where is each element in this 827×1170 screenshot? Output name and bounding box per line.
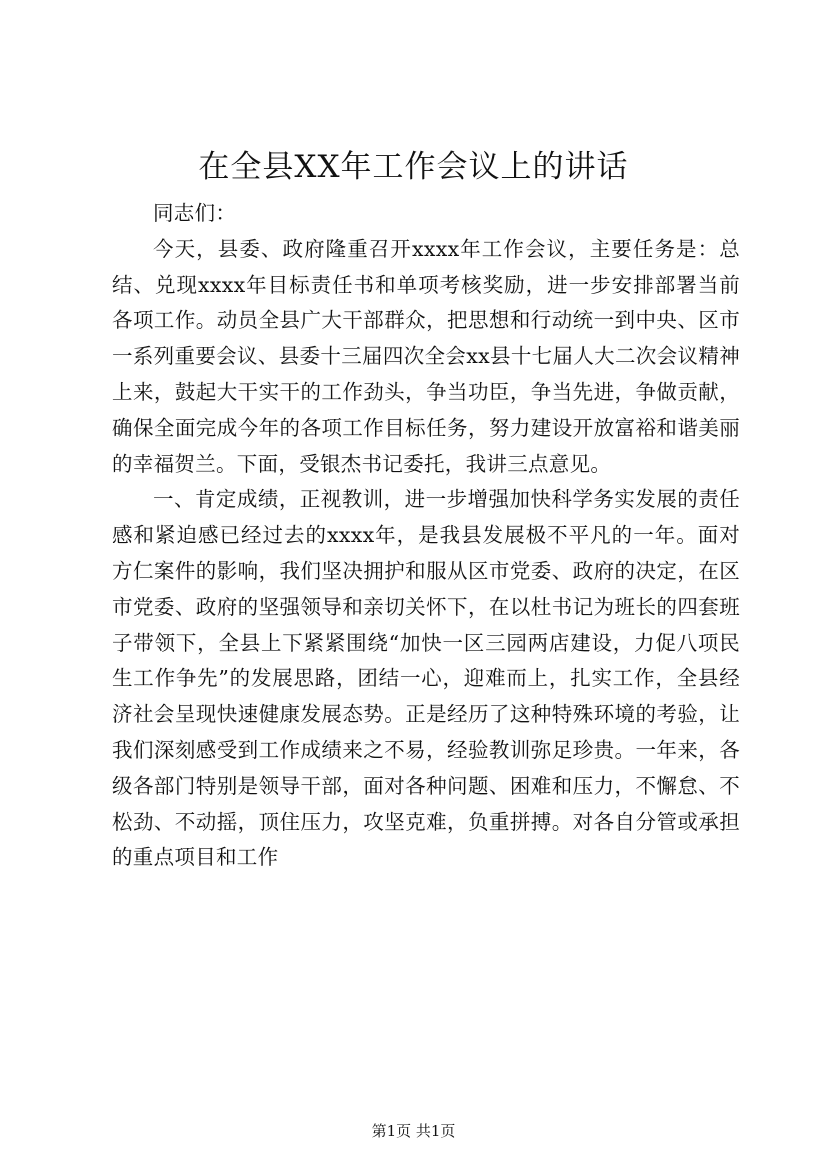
document-body	[112, 196, 740, 876]
page-number-footer: 第1页 共1页	[371, 1122, 456, 1140]
document-title: 在全县XX年工作会议上的讲话	[198, 149, 629, 185]
paragraph-1: 今天，县委、政府隆重召开xxxx年工作会议，主要任务是：总结、兑现xxxx年目标责任书和单项考核奖励，进一步安排部署当前各项工作。动员全县广大干部群众，把思想和行动统一到中央、区市一系列重要会议、县委十三届四次全会xx县十七届人大二次会议精神上来，鼓起大干实干的工作劲头，争当功臣，争当先进，争做贡献，确保全面完成今年的各项工作目标任务，努力建设开放富裕和谐美丽的幸福贺兰。下面，受银杰书记委托，我讲三点意见。	[112, 236, 740, 476]
paragraph-2: 一、肯定成绩，正视教训，进一步增强加快科学务实发展的责任感和紧迫感已经过去的xxxx年，是我县发展极不平凡的一年。面对方仁案件的影响，我们坚决拥护和服从区市党委、政府的决定，在区市党委、政府的坚强领导和亲切关怀下，在以杜书记为班长的四套班子带领下，全县上下紧紧围绕“加快一区三园两店建设，力促八项民生工作争先”的发展思路，团结一心，迎难而上，扎实工作，全县经济社会呈现快速健康发展态势。正是经历了这种特殊环境的考验，让我们深刻感受到工作成绩来之不易，经验教训弥足珍贵。一年来，各级各部门特别是领导干部，面对各种问题、困难和压力，不懈怠、不松劲、不动摇，顶住压力，攻坚克难，负重拼搏。对各自分管或承担的重点项目和工作	[112, 487, 740, 870]
salutation: 同志们：	[153, 201, 237, 225]
